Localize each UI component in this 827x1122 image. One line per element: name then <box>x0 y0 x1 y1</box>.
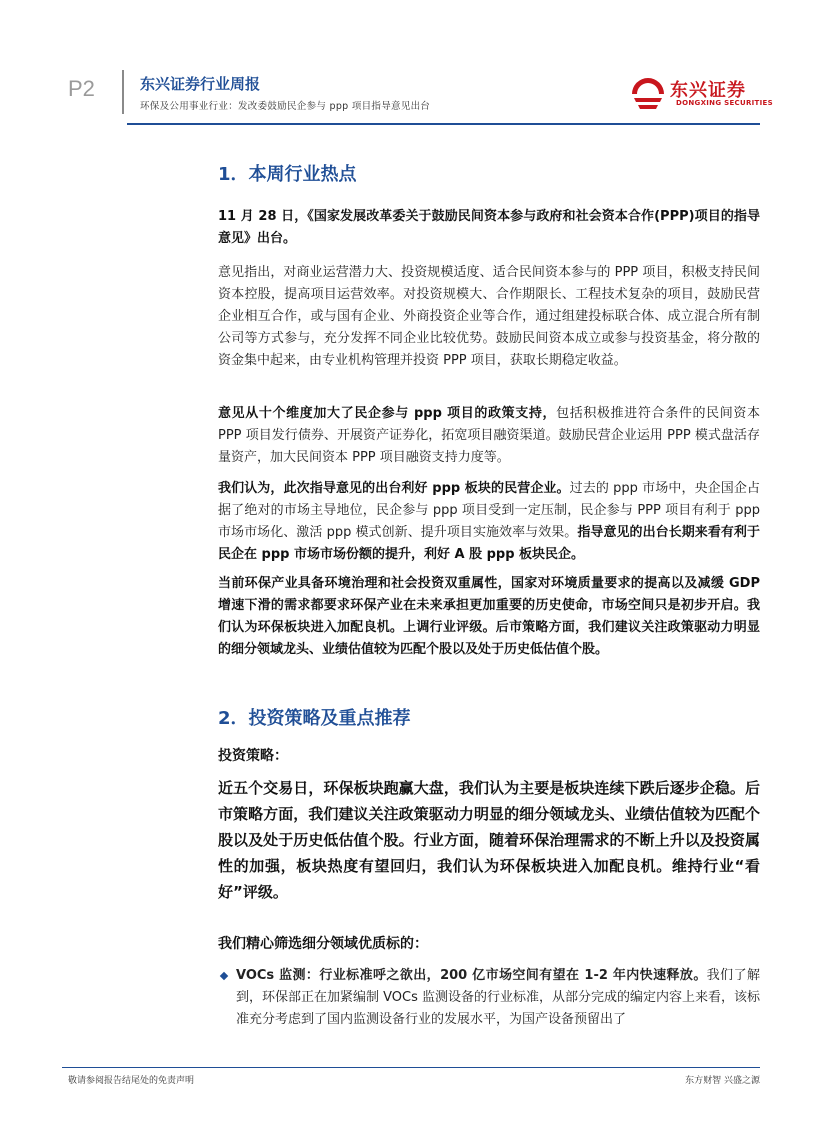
header-rule <box>127 123 760 125</box>
bullet-vocs-bold: VOCs 监测：行业标准呼之欲出，200 亿市场空间有望在 1-2 年内快速释放。 <box>236 968 707 983</box>
header-divider <box>122 70 124 114</box>
paragraph-policy-support-rest: 包括积极推进符合条件的民间资本 PPP 项目发行债券、开展资产证券化，拓宽项目融资渠道。鼓励民营企业运用 PPP 模式盘活存量资产，加大民间资本 PPP 项目融资支持力度等。 <box>218 406 760 465</box>
report-title: 东兴证券行业周报 <box>140 75 261 93</box>
subheading-investment-strategy: 投资策略： <box>218 748 288 764</box>
bullet-vocs <box>218 965 760 1031</box>
footer-slogan: 东方财智 兴盛之源 <box>685 1076 760 1086</box>
subheading-picks: 我们精心筛选细分领域优质标的： <box>218 936 428 952</box>
paragraph-industry-outlook: 当前环保产业具备环境治理和社会投资双重属性，国家对环境质量要求的提高以及减缓 GDP 增速下滑的需求都要求环保产业在未来承担更加重要的历史使命，市场空间只是初步开启。我们认为环保板块进入加配良机。上调行业评级。后市策略方面，我们建议关注政策驱动力明显的细分领域龙头、业绩估值较为匹配个股以及处于历史低估值个股。 <box>218 576 760 657</box>
paragraph-view-rest: 过去的 ppp 市场中，央企国企占据了绝对的市场主导地位，民企参与 ppp 项目受到一定压制，民企参与 PPP 项目有利于 ppp 市场市场化、激活 ppp 模式创新、提升项目实施效率与效果。 <box>218 481 760 540</box>
lead-paragraph: 11 月 28 日，《国家发展改革委关于鼓励民间资本参与政府和社会资本合作(PPP)项目的指导意见》出台。 <box>218 209 760 246</box>
section-heading-hotspots: 1．本周行业热点 <box>218 164 357 185</box>
logo-chinese-name: 东兴证券 <box>670 80 746 101</box>
bullet-vocs-rest: 我们了解到，环保部正在加紧编制 VOCs 监测设备的行业标准，从部分完成的编定内容上来看，该标准充分考虑到了国内监测设备行业的发展水平，为国产设备预留出了 <box>236 968 761 1027</box>
logo-english-name: DONGXING SECURITIES <box>676 99 773 107</box>
paragraph-view-bold2: 指导意见的出台长期来看有利于民企在 ppp 市场市场份额的提升，利好 A 股 ppp 板块民企。 <box>218 525 760 562</box>
page-number: P2 <box>68 76 95 101</box>
footer-rule <box>62 1067 760 1068</box>
paragraph-policy-support <box>218 403 760 469</box>
strategy-paragraph: 近五个交易日，环保板块跑赢大盘，我们认为主要是板块连续下跌后逐步企稳。后市策略方面，我们建议关注政策驱动力明显的细分领域龙头、业绩估值较为匹配个股以及处于历史低估值个股。行业方面，随着环保治理需求的不断上升以及投资属性的加强，板块热度有望回归，我们认为环保板块进入加配良机。维持行业“看好”评级。 <box>218 779 760 901</box>
paragraph-view-bold: 我们认为，此次指导意见的出台利好 ppp 板块的民营企业。 <box>218 481 570 496</box>
paragraph-policy-support-bold: 意见从十个维度加大了民企参与 ppp 项目的政策支持， <box>218 406 557 421</box>
paragraph-view <box>218 478 760 566</box>
paragraph-opinion: 意见指出，对商业运营潜力大、投资规模适度、适合民间资本参与的 PPP 项目，积极支持民间资本控股，提高项目运营效率。对投资规模大、合作期限长、工程技术复杂的项目，鼓励民营企业相互合作，或与国有企业、外商投资企业等合作，通过组建投标联合体、成立混合所有制公司等方式参与，充分发挥不同企业比较优势。鼓励民间资本成立或参与投资基金，将分散的资金集中起来，由专业机构管理并投资 PPP 项目，获取长期稳定收益。 <box>218 265 760 368</box>
report-subtitle: 环保及公用事业行业：发改委鼓励民企参与 ppp 项目指导意见出台 <box>140 101 431 112</box>
section-heading-strategy: 2．投资策略及重点推荐 <box>218 708 411 729</box>
footer-disclaimer: 敬请参阅报告结尾处的免责声明 <box>68 1076 195 1086</box>
